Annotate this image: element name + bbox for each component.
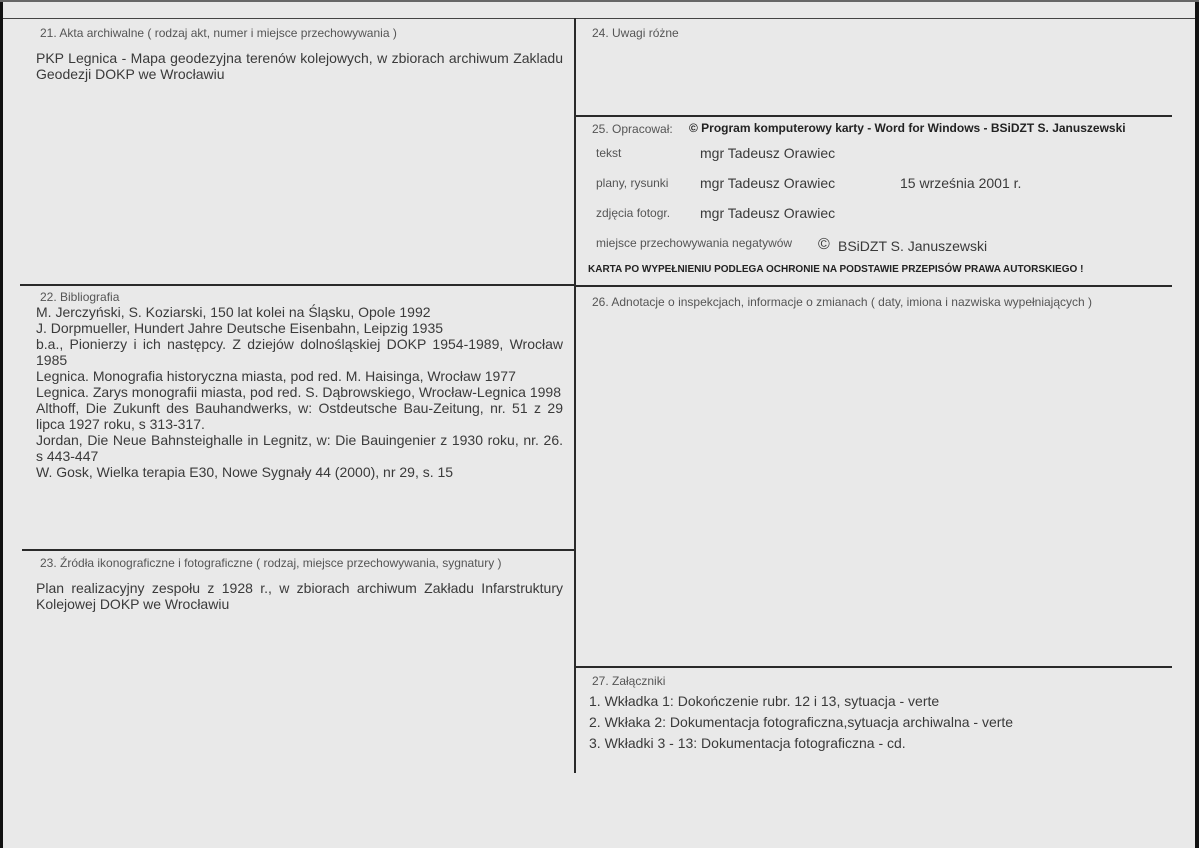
- bibliography-item: Legnica. Monografia historyczna miasta, pod red. M. Haisinga, Wrocław 1977: [36, 368, 516, 384]
- section-26-header: 26. Adnotacje o inspekcjach, informacje o zmianach ( daty, imiona i nazwiska wypełniających ): [592, 295, 1093, 309]
- section-24-header: 24. Uwagi różne: [592, 26, 679, 40]
- negatives-label: miejsce przechowywania negatywów: [596, 236, 793, 250]
- section-23-content: Plan realizacyjny zespołu z 1928 r., w zbiorach archiwum Zakładu Infarstruktury Kolejowej DOKP we Wrocławiu: [36, 580, 563, 612]
- right-edge: [1195, 0, 1199, 848]
- vertical-divider: [574, 18, 576, 773]
- negatives-value: BSiDZT S. Januszewski: [838, 238, 988, 254]
- author-value-text: mgr Tadeusz Orawiec: [700, 145, 836, 161]
- top-edge: [0, 0, 1199, 2]
- author-value-plans: mgr Tadeusz Orawiec: [700, 175, 836, 191]
- copyright-symbol: ©: [818, 236, 830, 253]
- section-23-header: 23. Źródła ikonograficzne i fotograficzne ( rodzaj, miejsce przechowywania, sygnatury ): [40, 556, 502, 570]
- rule-21-22: [20, 284, 576, 286]
- top-rule: [3, 18, 1195, 19]
- bibliography-item: Jordan, Die Neue Bahnsteighalle in Legnitz, w: Die Bauingenier z 1930 roku, nr. 26. s 443-447: [36, 432, 563, 464]
- rule-25-26: [576, 285, 1172, 287]
- section-27-header: 27. Załączniki: [592, 674, 666, 688]
- rule-22-23: [22, 549, 576, 551]
- bibliography-item: W. Gosk, Wielka terapia E30, Nowe Sygnały 44 (2000), nr 29, s. 15: [36, 464, 454, 480]
- rule-26-27: [576, 666, 1172, 668]
- section-21-content: PKP Legnica - Mapa geodezyjna terenów kolejowych, w zbiorach archiwum Zakladu Geodezji DOKP we Wrocławiu: [36, 50, 563, 82]
- section-21-header: 21. Akta archiwalne ( rodzaj akt, numer i miejsce przechowywania ): [40, 26, 397, 40]
- bibliography-item: Legnica. Zarys monografii miasta, pod red. S. Dąbrowskiego, Wrocław-Legnica 1998: [36, 384, 561, 400]
- bibliography-item: Althoff, Die Zukunft des Bauhandwerks, w: Ostdeutsche Bau-Zeitung, nr. 51 z 29 lipca 1927 roku, s 313-317.: [36, 400, 563, 432]
- attachment-item: 3. Wkładki 3 - 13: Dokumentacja fotograficzna - cd.: [589, 735, 906, 751]
- author-value-photos: mgr Tadeusz Orawiec: [700, 205, 836, 221]
- completion-date: 15 września 2001 r.: [900, 175, 1022, 191]
- bibliography-item: M. Jerczyński, S. Koziarski, 150 lat kolei na Śląsku, Opole 1992: [36, 304, 431, 320]
- program-credit: © Program komputerowy karty - Word for Windows - BSiDZT S. Januszewski: [689, 121, 1126, 135]
- author-label-photos: zdjęcia fotogr.: [596, 206, 671, 220]
- bibliography-list: [36, 304, 563, 480]
- author-label-plans: plany, rysunki: [596, 176, 669, 190]
- copyright-notice: KARTA PO WYPEŁNIENIU PODLEGA OCHRONIE NA PODSTAWIE PRZEPISÓW PRAWA AUTORSKIEGO !: [588, 264, 1084, 275]
- bibliography-item: b.a., Pionierzy i ich następcy. Z dziejów dolnośląskiej DOKP 1954-1989, Wrocław 1985: [36, 336, 563, 368]
- left-edge: [0, 0, 3, 848]
- attachment-item: 1. Wkładka 1: Dokończenie rubr. 12 i 13, sytuacja - verte: [589, 693, 940, 709]
- section-25-header: 25. Opracował:: [592, 122, 673, 136]
- author-label-text: tekst: [596, 146, 622, 160]
- bibliography-item: J. Dorpmueller, Hundert Jahre Deutsche Eisenbahn, Leipzig 1935: [36, 320, 444, 336]
- rule-24-25: [576, 115, 1172, 117]
- attachment-item: 2. Wkłaka 2: Dokumentacja fotograficzna,sytuacja archiwalna - verte: [589, 714, 1014, 730]
- section-22-header: 22. Bibliografia: [40, 290, 120, 304]
